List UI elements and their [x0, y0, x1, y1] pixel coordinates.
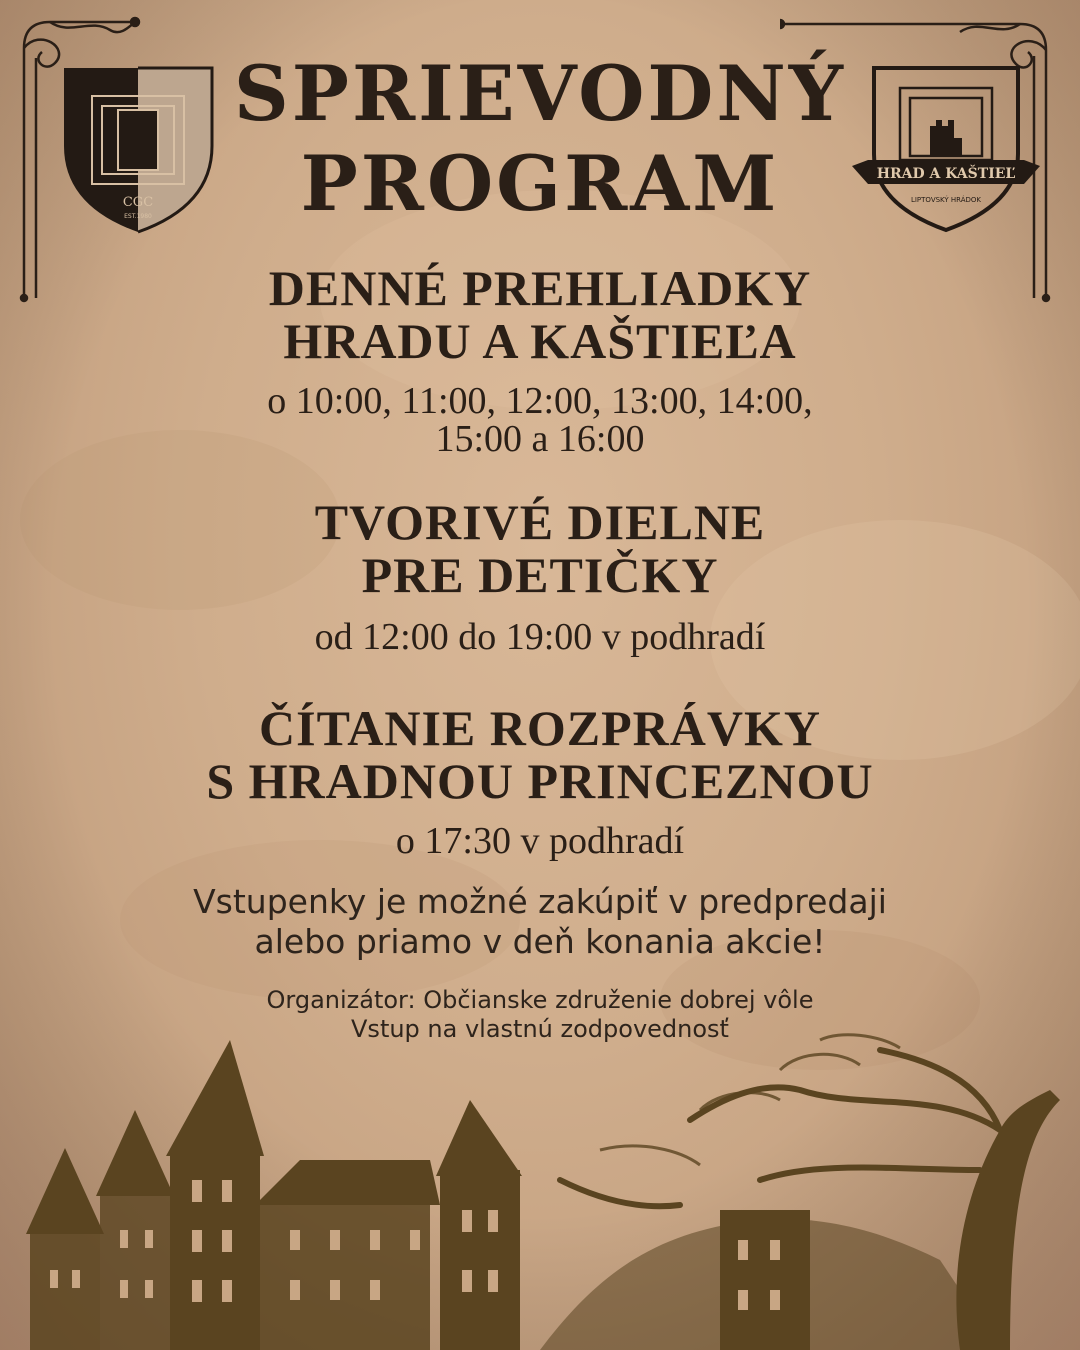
cgc-logo-text: CGC: [122, 195, 154, 210]
poster-title: [0, 49, 1080, 228]
hrad-kastiel-banner-text: HRAD A KAŠTIEĽ: [876, 166, 1016, 182]
section-detail-line: 15:00 a 16:00: [435, 418, 645, 460]
section-fairy-tale-reading: [0, 702, 1080, 860]
title-line-2: PROGRAM: [300, 139, 780, 228]
tickets-note: [0, 882, 1080, 961]
tickets-line: alebo priamo v deň konania akcie!: [254, 921, 826, 961]
section-heading-line: HRADU A KAŠTIEĽA: [283, 313, 797, 369]
section-heading-line: TVORIVÉ DIELNE: [314, 494, 766, 550]
tickets-line: Vstupenky je možné zakúpiť v predpredaji: [193, 882, 887, 921]
section-creative-workshops: [0, 496, 1080, 656]
section-heading-line: S HRADNOU PRINCEZNOU: [206, 753, 874, 809]
section-detail-line: od 12:00 do 19:00 v podhradí: [314, 616, 766, 658]
section-daily-tours: [0, 262, 1080, 458]
cgc-logo-est: EST.1980: [124, 213, 152, 220]
organizer-line: Organizátor: Občianske združenie dobrej vôle: [266, 986, 814, 1014]
responsibility-line: Vstup na vlastnú zodpovednosť: [351, 1014, 729, 1043]
section-heading-line: DENNÉ PREHLIADKY: [268, 260, 812, 316]
section-detail-line: o 17:30 v podhradí: [395, 820, 685, 862]
title-line-1: SPRIEVODNÝ: [233, 49, 847, 138]
section-heading-line: PRE DETIČKY: [361, 547, 719, 603]
castle-illustration: [0, 1030, 1080, 1350]
section-detail-line: o 10:00, 11:00, 12:00, 13:00, 14:00,: [267, 380, 813, 422]
section-heading-line: ČÍTANIE ROZPRÁVKY: [259, 700, 821, 756]
hrad-kastiel-subtext: LIPTOVSKÝ HRÁDOK: [910, 196, 982, 204]
